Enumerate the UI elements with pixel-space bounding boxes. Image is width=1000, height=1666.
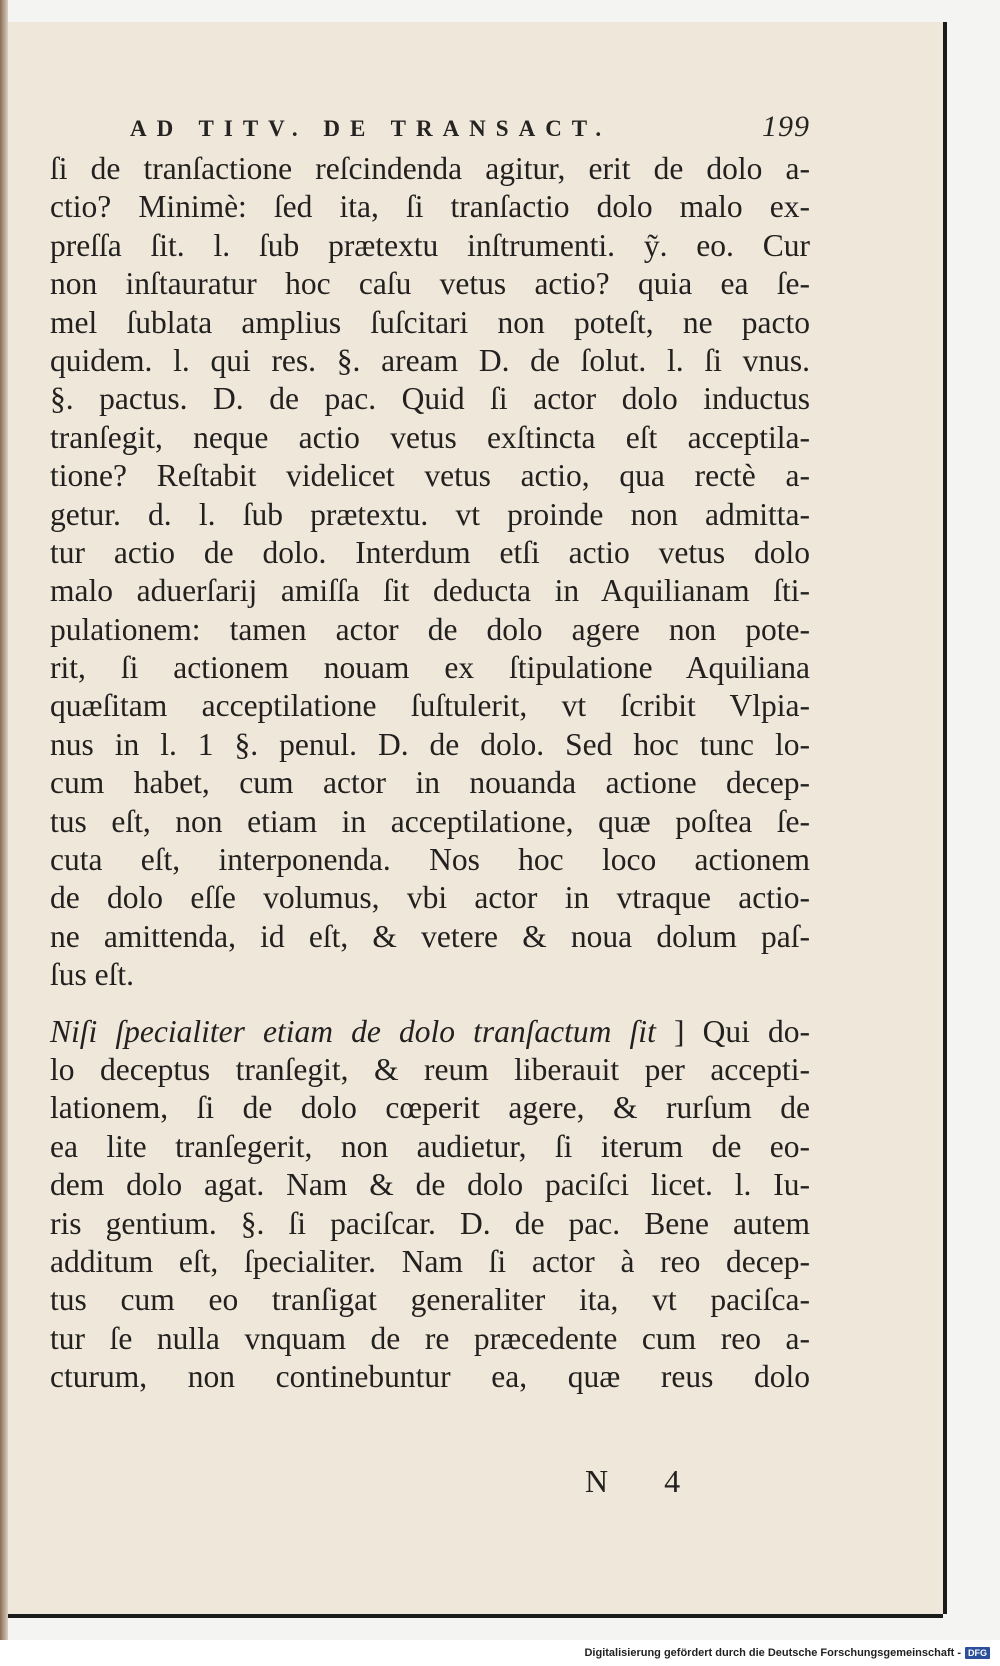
- text-line: quæſitam acceptilatione ſuſtulerit, vt ſcribit Vlpia-: [50, 688, 810, 724]
- text-line: ſi de tranſactione reſcindenda agitur, erit de dolo a-: [50, 151, 810, 186]
- lemma-continuation: ] Qui do-: [673, 1013, 811, 1049]
- text-line: dem dolo agat. Nam & de dolo paciſci licet. l. Iu-: [50, 1167, 810, 1203]
- text-line: lo deceptus tranſegit, & reum liberauit per accepti-: [50, 1051, 810, 1087]
- running-head-title: AD TITV. DE TRANSACT.: [130, 116, 612, 141]
- text-line: tione? Reſtabit videlicet vetus actio, qua rectè a-: [50, 458, 810, 494]
- text-line: ctio? Minimè: ſed ita, ſi tranſactio dolo malo ex-: [50, 189, 810, 225]
- page-number: 199: [762, 110, 810, 143]
- text-line: malo aduerſarij amiſſa ſit deducta in Aquilianam ſti-: [50, 573, 810, 609]
- text-line: pulationem: tamen actor de dolo agere non pote-: [50, 611, 810, 647]
- text-line: quidem. l. qui res. §. aream D. de ſolut. l. ſi vnus.: [50, 342, 810, 378]
- text-line: cturum, non continebuntur ea, quæ reus dolo: [50, 1359, 810, 1395]
- text-line: nus in l. 1 §. penul. D. de dolo. Sed hoc tunc lo-: [50, 726, 810, 762]
- text-line: tur ſe nulla vnquam de re præcedente cum reo a-: [50, 1320, 810, 1356]
- lemma: Niſi ſpecialiter etiam de dolo tranſactum ſit: [50, 1013, 656, 1049]
- text-line: tus cum eo tranſigat generaliter ita, vt paciſca-: [50, 1282, 810, 1318]
- dfg-logo: DFG: [965, 1647, 990, 1659]
- footer-credit: Digitalisierung gefördert durch die Deutsche Forschungsgemeinschaft -: [584, 1647, 961, 1659]
- text-line: rit, ſi actionem nouam ex ſtipulatione Aquiliana: [50, 650, 810, 686]
- text-line: tranſegit, neque actio vetus exſtincta eſt acceptila-: [50, 419, 810, 455]
- text-line: non inſtauratur hoc caſu vetus actio? quia ea ſe-: [50, 266, 810, 302]
- body-text: [50, 150, 810, 1397]
- digitization-footer: [584, 1646, 990, 1660]
- text-line: mel ſublata amplius ſuſcitari non poteſt, ne pacto: [50, 304, 810, 340]
- text-line: cuta eſt, interponenda. Nos hoc loco actionem: [50, 842, 810, 878]
- text-line: de dolo eſſe volumus, vbi actor in vtraque actio-: [50, 880, 810, 916]
- text-line: ris gentium. §. ſi paciſcar. D. de pac. Bene autem: [50, 1205, 810, 1241]
- signature-mark: N 4: [585, 1463, 705, 1499]
- paragraph-1: [50, 150, 810, 995]
- text-line: getur. d. l. ſub prætextu. vt proinde non admitta-: [50, 496, 810, 532]
- text-line: ea lite tranſegerit, non audietur, ſi iterum de eo-: [50, 1128, 810, 1164]
- running-head: [130, 110, 810, 144]
- text-line: additum eſt, ſpecialiter. Nam ſi actor à reo decep-: [50, 1243, 810, 1279]
- text-line: preſſa ſit. l. ſub prætextu inſtrumenti. ỹ. eo. Cur: [50, 227, 810, 263]
- text-line: ſus eſt.: [50, 957, 134, 993]
- text-line: [50, 1013, 810, 1051]
- page-edge: [0, 0, 8, 1640]
- text-line: cum habet, cum actor in nouanda actione decep-: [50, 765, 810, 801]
- text-line: ne amittenda, id eſt, & vetere & noua dolum paſ-: [50, 918, 810, 954]
- paragraph-2: [50, 1013, 810, 1397]
- text-line: tus eſt, non etiam in acceptilatione, quæ poſtea ſe-: [50, 803, 810, 839]
- text-line: §. pactus. D. de pac. Quid ſi actor dolo inductus: [50, 381, 810, 417]
- text-line: tur actio de dolo. Interdum etſi actio vetus dolo: [50, 534, 810, 570]
- text-line: lationem, ſi de dolo cœperit agere, & rurſum de: [50, 1090, 810, 1126]
